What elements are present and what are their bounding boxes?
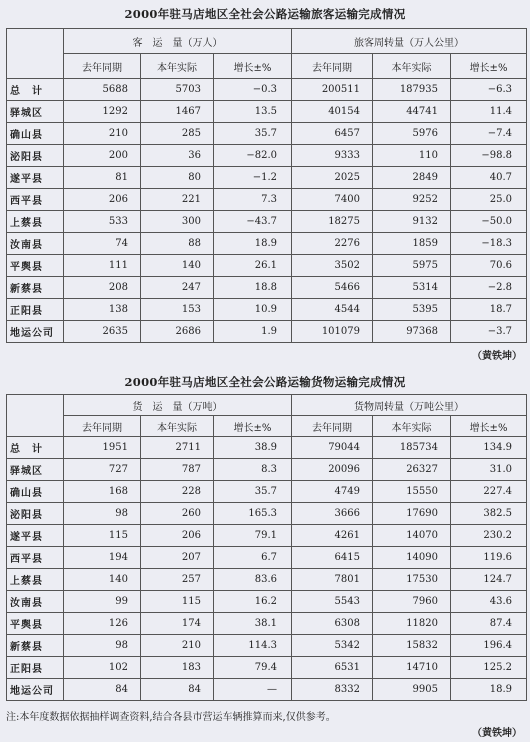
- value-cell: 44741: [373, 101, 451, 123]
- region-cell: 地运公司: [7, 321, 64, 343]
- passenger-group-turnover: 旅客周转量（万人公里）: [292, 29, 527, 54]
- value-cell: 140: [64, 569, 141, 591]
- table-row: [7, 255, 527, 277]
- passenger-table: [6, 28, 527, 343]
- freight-col-header: 增长±%: [451, 416, 527, 437]
- region-cell: 汝南县: [7, 591, 64, 613]
- value-cell: 138: [64, 299, 141, 321]
- value-cell: 18.8: [214, 277, 292, 299]
- value-cell: 20096: [292, 459, 373, 481]
- freight-corner-cell: [7, 395, 64, 437]
- value-cell: 18.9: [451, 679, 527, 701]
- passenger-group-volume: 客 运 量（万人）: [64, 29, 292, 54]
- value-cell: 382.5: [451, 503, 527, 525]
- value-cell: −82.0: [214, 145, 292, 167]
- freight-col-header: 去年同期: [292, 416, 373, 437]
- region-cell: 总 计: [7, 437, 64, 459]
- value-cell: 119.6: [451, 547, 527, 569]
- value-cell: 17530: [373, 569, 451, 591]
- value-cell: 124.7: [451, 569, 527, 591]
- value-cell: 9905: [373, 679, 451, 701]
- value-cell: 15832: [373, 635, 451, 657]
- value-cell: 10.9: [214, 299, 292, 321]
- freight-col-header: 增长±%: [214, 416, 292, 437]
- region-cell: 驿城区: [7, 459, 64, 481]
- value-cell: 13.5: [214, 101, 292, 123]
- value-cell: 5688: [64, 79, 141, 101]
- value-cell: 83.6: [214, 569, 292, 591]
- value-cell: 3666: [292, 503, 373, 525]
- value-cell: 5342: [292, 635, 373, 657]
- region-cell: 地运公司: [7, 679, 64, 701]
- value-cell: 5543: [292, 591, 373, 613]
- region-cell: 确山县: [7, 481, 64, 503]
- value-cell: 38.9: [214, 437, 292, 459]
- value-cell: 111: [64, 255, 141, 277]
- value-cell: 74: [64, 233, 141, 255]
- value-cell: −1.2: [214, 167, 292, 189]
- table-row: [7, 657, 527, 679]
- table-row: [7, 503, 527, 525]
- region-cell: 正阳县: [7, 657, 64, 679]
- region-cell: 新蔡县: [7, 277, 64, 299]
- value-cell: 87.4: [451, 613, 527, 635]
- region-cell: 平舆县: [7, 255, 64, 277]
- region-cell: 上蔡县: [7, 569, 64, 591]
- table-row: [7, 437, 527, 459]
- passenger-col-header: 增长±%: [451, 54, 527, 79]
- table-row: [7, 211, 527, 233]
- value-cell: —: [214, 679, 292, 701]
- table-row: [7, 189, 527, 211]
- freight-table: [6, 394, 527, 701]
- value-cell: 18.9: [214, 233, 292, 255]
- value-cell: 228: [141, 481, 214, 503]
- value-cell: 98: [64, 503, 141, 525]
- value-cell: 5703: [141, 79, 214, 101]
- value-cell: 5395: [373, 299, 451, 321]
- value-cell: 257: [141, 569, 214, 591]
- value-cell: 300: [141, 211, 214, 233]
- table-row: [7, 277, 527, 299]
- region-cell: 驿城区: [7, 101, 64, 123]
- value-cell: 6.7: [214, 547, 292, 569]
- value-cell: 36: [141, 145, 214, 167]
- value-cell: 79.4: [214, 657, 292, 679]
- table-row: [7, 101, 527, 123]
- value-cell: 40.7: [451, 167, 527, 189]
- passenger-col-header: 本年实际: [141, 54, 214, 79]
- freight-author: （黄铁坤）: [472, 728, 522, 739]
- value-cell: 140: [141, 255, 214, 277]
- table-row: [7, 525, 527, 547]
- value-cell: 7400: [292, 189, 373, 211]
- value-cell: 134.9: [451, 437, 527, 459]
- value-cell: 165.3: [214, 503, 292, 525]
- value-cell: 102: [64, 657, 141, 679]
- value-cell: 84: [64, 679, 141, 701]
- value-cell: −0.3: [214, 79, 292, 101]
- value-cell: 38.1: [214, 613, 292, 635]
- passenger-col-header: 本年实际: [373, 54, 451, 79]
- value-cell: 11.4: [451, 101, 527, 123]
- value-cell: 208: [64, 277, 141, 299]
- value-cell: 787: [141, 459, 214, 481]
- value-cell: 210: [64, 123, 141, 145]
- region-cell: 遂平县: [7, 167, 64, 189]
- value-cell: 727: [64, 459, 141, 481]
- value-cell: 7960: [373, 591, 451, 613]
- value-cell: 18.7: [451, 299, 527, 321]
- value-cell: 185734: [373, 437, 451, 459]
- value-cell: 31.0: [451, 459, 527, 481]
- value-cell: 88: [141, 233, 214, 255]
- value-cell: 9252: [373, 189, 451, 211]
- value-cell: 1292: [64, 101, 141, 123]
- value-cell: 26.1: [214, 255, 292, 277]
- value-cell: 4544: [292, 299, 373, 321]
- value-cell: 14070: [373, 525, 451, 547]
- value-cell: 126: [64, 613, 141, 635]
- freight-table-title: 2000年驻马店地区全社会公路运输货物运输完成情况: [124, 375, 406, 389]
- value-cell: 7801: [292, 569, 373, 591]
- value-cell: 230.2: [451, 525, 527, 547]
- value-cell: 4261: [292, 525, 373, 547]
- table-row: [7, 167, 527, 189]
- value-cell: 26327: [373, 459, 451, 481]
- value-cell: 81: [64, 167, 141, 189]
- value-cell: 1467: [141, 101, 214, 123]
- value-cell: 35.7: [214, 481, 292, 503]
- region-cell: 西平县: [7, 189, 64, 211]
- value-cell: 6531: [292, 657, 373, 679]
- value-cell: −18.3: [451, 233, 527, 255]
- value-cell: 533: [64, 211, 141, 233]
- value-cell: 210: [141, 635, 214, 657]
- value-cell: 16.2: [214, 591, 292, 613]
- table-row: [7, 613, 527, 635]
- value-cell: 2635: [64, 321, 141, 343]
- freight-group-turnover: 货物周转量（万吨公里）: [292, 395, 527, 416]
- freight-col-header: 去年同期: [64, 416, 141, 437]
- value-cell: 1.9: [214, 321, 292, 343]
- region-cell: 西平县: [7, 547, 64, 569]
- value-cell: 206: [64, 189, 141, 211]
- value-cell: 227.4: [451, 481, 527, 503]
- value-cell: 168: [64, 481, 141, 503]
- table-row: [7, 679, 527, 701]
- value-cell: 99: [64, 591, 141, 613]
- value-cell: 101079: [292, 321, 373, 343]
- freight-group-volume: 货 运 量（万吨）: [64, 395, 292, 416]
- value-cell: 40154: [292, 101, 373, 123]
- table-row: [7, 481, 527, 503]
- value-cell: 207: [141, 547, 214, 569]
- value-cell: 98: [64, 635, 141, 657]
- value-cell: 110: [373, 145, 451, 167]
- value-cell: 14710: [373, 657, 451, 679]
- region-cell: 确山县: [7, 123, 64, 145]
- table-row: [7, 321, 527, 343]
- value-cell: 6308: [292, 613, 373, 635]
- value-cell: 2276: [292, 233, 373, 255]
- value-cell: 200511: [292, 79, 373, 101]
- value-cell: 1859: [373, 233, 451, 255]
- table-row: [7, 79, 527, 101]
- value-cell: 187935: [373, 79, 451, 101]
- value-cell: 9333: [292, 145, 373, 167]
- value-cell: 11820: [373, 613, 451, 635]
- region-cell: 汝南县: [7, 233, 64, 255]
- region-cell: 泌阳县: [7, 145, 64, 167]
- passenger-col-header: 去年同期: [292, 54, 373, 79]
- value-cell: 1951: [64, 437, 141, 459]
- value-cell: 8.3: [214, 459, 292, 481]
- value-cell: 6457: [292, 123, 373, 145]
- value-cell: 2025: [292, 167, 373, 189]
- value-cell: 43.6: [451, 591, 527, 613]
- value-cell: 70.6: [451, 255, 527, 277]
- value-cell: −2.8: [451, 277, 527, 299]
- freight-note: 注:本年度数据依据抽样调查资料,结合各县市营运车辆推算而来,仅供参考。: [6, 712, 336, 723]
- table-row: [7, 569, 527, 591]
- value-cell: 194: [64, 547, 141, 569]
- value-cell: 200: [64, 145, 141, 167]
- region-cell: 正阳县: [7, 299, 64, 321]
- value-cell: 221: [141, 189, 214, 211]
- value-cell: 80: [141, 167, 214, 189]
- value-cell: 183: [141, 657, 214, 679]
- table-row: [7, 233, 527, 255]
- value-cell: 15550: [373, 481, 451, 503]
- value-cell: 174: [141, 613, 214, 635]
- value-cell: 97368: [373, 321, 451, 343]
- value-cell: 14090: [373, 547, 451, 569]
- value-cell: 206: [141, 525, 214, 547]
- value-cell: 4749: [292, 481, 373, 503]
- value-cell: 5976: [373, 123, 451, 145]
- value-cell: −50.0: [451, 211, 527, 233]
- value-cell: 5975: [373, 255, 451, 277]
- table-row: [7, 547, 527, 569]
- passenger-table-title: 2000年驻马店地区全社会公路运输旅客运输完成情况: [124, 7, 406, 21]
- table-row: [7, 635, 527, 657]
- value-cell: 79044: [292, 437, 373, 459]
- value-cell: 84: [141, 679, 214, 701]
- value-cell: 6415: [292, 547, 373, 569]
- region-cell: 平舆县: [7, 613, 64, 635]
- value-cell: −3.7: [451, 321, 527, 343]
- value-cell: 2711: [141, 437, 214, 459]
- passenger-author: （黄铁坤）: [472, 351, 522, 362]
- value-cell: 260: [141, 503, 214, 525]
- value-cell: −43.7: [214, 211, 292, 233]
- value-cell: 2686: [141, 321, 214, 343]
- value-cell: 5466: [292, 277, 373, 299]
- value-cell: 17690: [373, 503, 451, 525]
- value-cell: 115: [64, 525, 141, 547]
- value-cell: 35.7: [214, 123, 292, 145]
- passenger-col-header: 增长±%: [214, 54, 292, 79]
- value-cell: 115: [141, 591, 214, 613]
- value-cell: 18275: [292, 211, 373, 233]
- value-cell: 9132: [373, 211, 451, 233]
- value-cell: −6.3: [451, 79, 527, 101]
- value-cell: 8332: [292, 679, 373, 701]
- value-cell: −7.4: [451, 123, 527, 145]
- value-cell: 79.1: [214, 525, 292, 547]
- freight-col-header: 本年实际: [373, 416, 451, 437]
- value-cell: 7.3: [214, 189, 292, 211]
- value-cell: 125.2: [451, 657, 527, 679]
- value-cell: 114.3: [214, 635, 292, 657]
- table-row: [7, 299, 527, 321]
- region-cell: 遂平县: [7, 525, 64, 547]
- value-cell: −98.8: [451, 145, 527, 167]
- value-cell: 25.0: [451, 189, 527, 211]
- table-row: [7, 591, 527, 613]
- value-cell: 5314: [373, 277, 451, 299]
- region-cell: 泌阳县: [7, 503, 64, 525]
- value-cell: 2849: [373, 167, 451, 189]
- value-cell: 285: [141, 123, 214, 145]
- value-cell: 196.4: [451, 635, 527, 657]
- value-cell: 247: [141, 277, 214, 299]
- freight-col-header: 本年实际: [141, 416, 214, 437]
- table-row: [7, 459, 527, 481]
- region-cell: 新蔡县: [7, 635, 64, 657]
- passenger-col-header: 去年同期: [64, 54, 141, 79]
- value-cell: 153: [141, 299, 214, 321]
- region-cell: 上蔡县: [7, 211, 64, 233]
- value-cell: 3502: [292, 255, 373, 277]
- table-row: [7, 145, 527, 167]
- passenger-corner-cell: [7, 29, 64, 79]
- region-cell: 总 计: [7, 79, 64, 101]
- table-row: [7, 123, 527, 145]
